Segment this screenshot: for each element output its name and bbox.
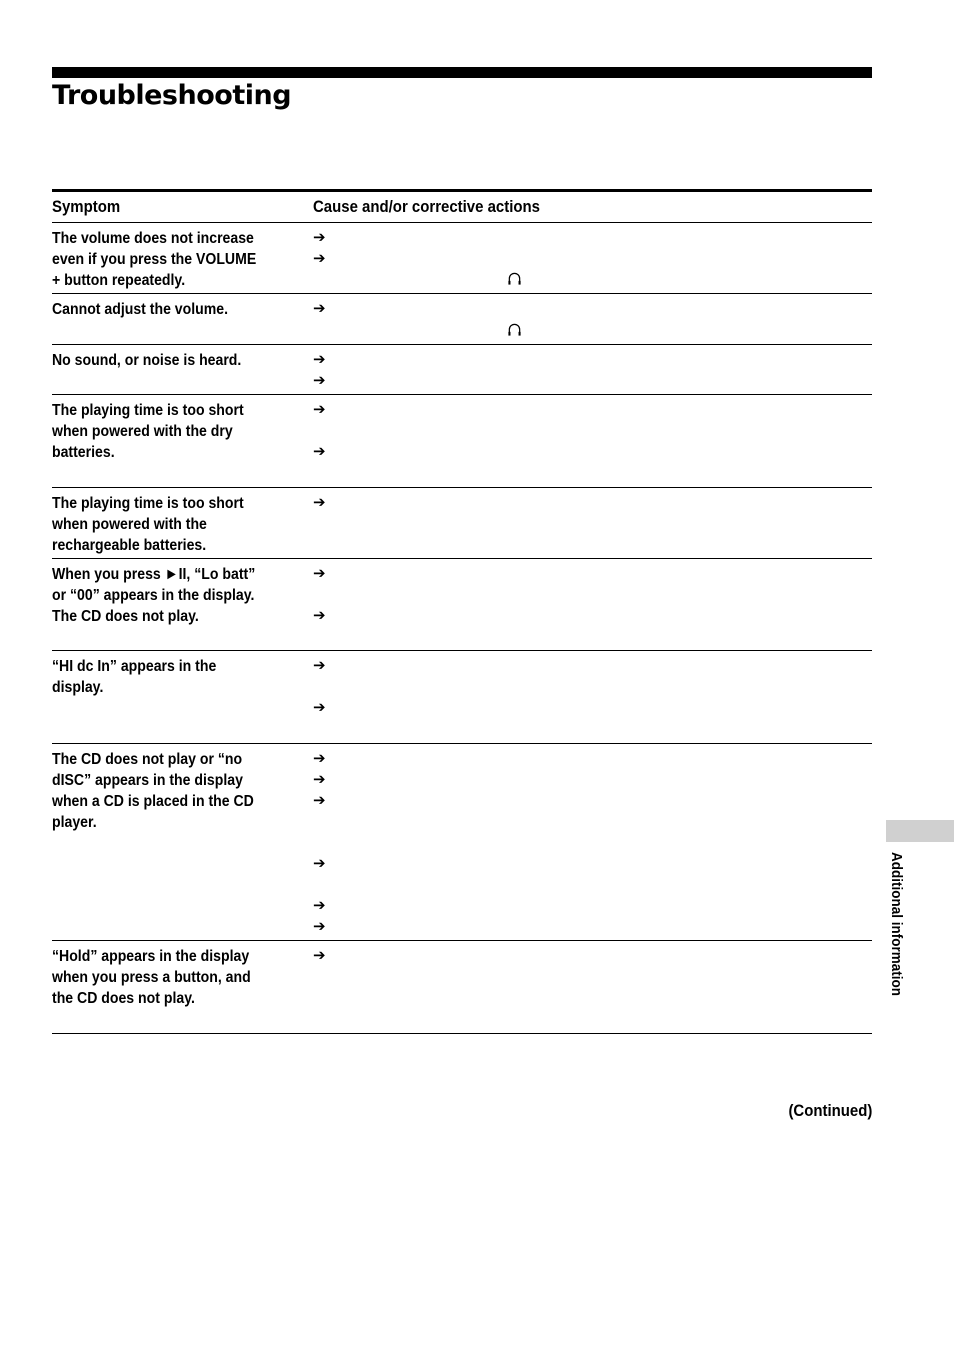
right-arrow-icon: ➔ [313, 493, 326, 511]
symptom-text: “Hold” appears in the display when you press a button, and the CD does not play. [52, 948, 251, 1007]
symptom-text: The volume does not increase even if you press the VOLUME + button repeatedly. [52, 230, 257, 289]
symptom-text: The playing time is too short when powered with the dry batteries. [52, 402, 244, 461]
table-row [52, 744, 872, 941]
headphone-icon [507, 271, 522, 286]
symptom-text: No sound, or noise is heard. [52, 352, 242, 369]
right-arrow-icon: ➔ [313, 371, 326, 389]
table-header-row [52, 192, 872, 223]
headphone-icon [507, 322, 522, 337]
right-arrow-icon: ➔ [313, 249, 326, 267]
right-arrow-icon: ➔ [313, 770, 326, 788]
right-arrow-icon: ➔ [313, 564, 326, 582]
symptom-text: Cannot adjust the volume. [52, 301, 229, 318]
table-row [52, 345, 872, 395]
table-row [52, 559, 872, 651]
right-arrow-icon: ➔ [313, 656, 326, 674]
table-row [52, 651, 872, 744]
header-symptom: Symptom [52, 197, 121, 216]
right-arrow-icon: ➔ [313, 400, 326, 418]
right-arrow-icon: ➔ [313, 606, 326, 624]
right-arrow-icon: ➔ [313, 228, 326, 246]
symptom-text: When you press ►II, “Lo batt” or “00” appears in the display. The CD does not play. [52, 566, 256, 625]
right-arrow-icon: ➔ [313, 896, 326, 914]
section-label: Additional information [888, 852, 905, 996]
right-arrow-icon: ➔ [313, 299, 326, 317]
table-row [52, 395, 872, 488]
symptom-text: “HI dc In” appears in the display. [52, 658, 217, 696]
symptom-text: The playing time is too short when powered with the rechargeable batteries. [52, 495, 244, 554]
right-arrow-icon: ➔ [313, 854, 326, 872]
right-arrow-icon: ➔ [313, 946, 326, 964]
right-arrow-icon: ➔ [313, 749, 326, 767]
section-tab [886, 820, 954, 842]
troubleshooting-table [52, 189, 872, 1034]
table-row [52, 294, 872, 345]
right-arrow-icon: ➔ [313, 791, 326, 809]
continued-label: (Continued) [788, 1101, 872, 1120]
title-rule [52, 67, 872, 78]
right-arrow-icon: ➔ [313, 698, 326, 716]
right-arrow-icon: ➔ [313, 442, 326, 460]
right-arrow-icon: ➔ [313, 917, 326, 935]
symptom-text: The CD does not play or “no dISC” appears in the display when a CD is placed in the CD player. [52, 751, 254, 831]
right-arrow-icon: ➔ [313, 350, 326, 368]
table-row [52, 488, 872, 559]
header-cause: Cause and/or corrective actions [313, 197, 540, 216]
table-row [52, 223, 872, 294]
table-row [52, 941, 872, 1034]
page-title: Troubleshooting [52, 80, 292, 111]
